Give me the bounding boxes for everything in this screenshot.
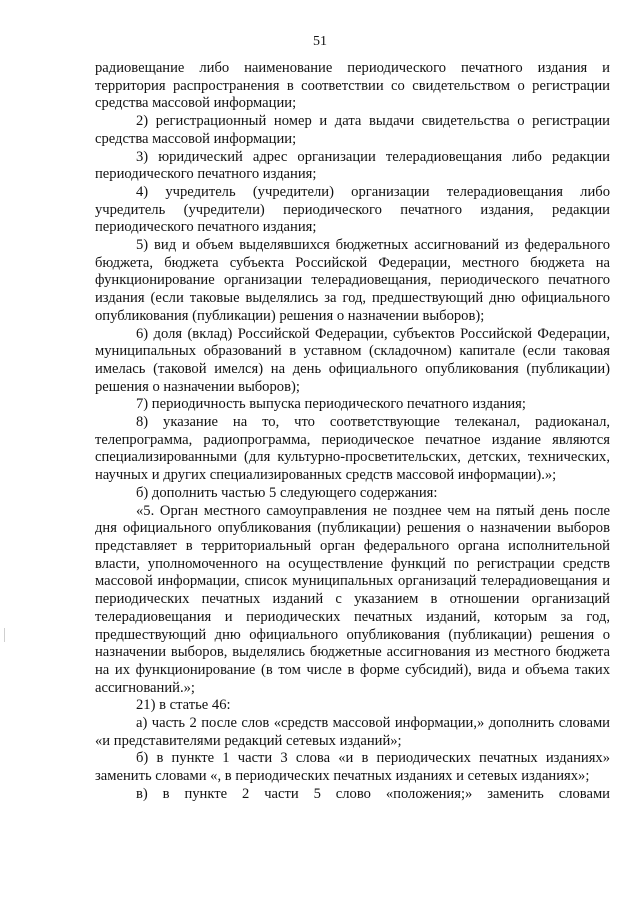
paragraph-item-5: 5) вид и объем выделявшихся бюджетных ассигнований из федерального бюджета, бюджета субъекта Российской Федерации, местного бюджета на функционирование организации телерадиовещания, периодического печатного издания (если таковые выделялись за год, предшествующий дню официального опубликования (публикации) решения о назначении выборов);	[95, 237, 610, 324]
paragraph-item-7: 7) периодичность выпуска периодического печатного издания;	[136, 396, 526, 413]
paragraph-item-6: 6) доля (вклад) Российской Федерации, субъектов Российской Федерации, муниципальных образований в уставном (складочном) капитале (если таковая имелась (таковой имелся) на день официального опубликования (публикации) решения о назначении выборов);	[95, 325, 610, 395]
paragraph-item-4: 4) учредитель (учредители) организации телерадиовещания либо учредитель (учредители) периодического печатного издания, редакции периодического печатного издания;	[95, 183, 610, 236]
scan-margin-mark	[4, 628, 5, 642]
paragraph-part-5-text: «5. Орган местного самоуправления не позднее чем на пятый день после дня официального опубликования (публикации) решения о назначении выборов представляет в территориальный орган федерального органа исполнительной власти, уполномоченного на осуществление функций по регистрации средств массовой информации, список муниципальных организаций телерадиовещания и периодических печатных изданий с указанием в отношении организаций телерадиовещания и периодических печатных изданий, которым за год, предшествующий дню официального опубликования (публикации) решения о назначении выборов, выделялись бюджетные ассигнования из местного бюджета на их функционирование (в том числе в форме субсидий), вида и объема таких ассигнований.»;	[95, 502, 610, 696]
paragraph-v-amendment: в) в пункте 2 части 5 слово «положения;» заменить словами	[136, 785, 610, 802]
page-number: 51	[313, 34, 327, 49]
paragraph-item-2: 2) регистрационный номер и дата выдачи свидетельства о регистрации средства массовой информации;	[95, 113, 610, 147]
document-body	[95, 60, 610, 804]
paragraph-continuation: радиовещание либо наименование периодического печатного издания и территория распространения в соответствии со свидетельством о регистрации средства массовой информации;	[95, 60, 610, 112]
paragraph-b-amendment-2: б) в пункте 1 части 3 слова «и в периодических печатных изданиях» заменить словами «, в периодических печатных изданиях и сетевых изданиях»;	[95, 750, 610, 785]
paragraph-b-amendment: б) дополнить частью 5 следующего содержания:	[136, 484, 438, 501]
paragraph-article-46: 21) в статье 46:	[136, 697, 231, 714]
paragraph-item-3: 3) юридический адрес организации телерадиовещания либо редакции периодического печатного издания;	[95, 148, 610, 183]
paragraph-a-amendment: а) часть 2 после слов «средств массовой информации,» дополнить словами «и представителями редакций сетевых изданий»;	[95, 715, 610, 749]
paragraph-item-8: 8) указание на то, что соответствующие телеканал, радиоканал, телепрограмма, радиопрограмма, периодическое печатное издание являются специализированными (для культурно-просветительских, детских, технических, научных и других специализированных средств массовой информации).»;	[95, 414, 610, 484]
